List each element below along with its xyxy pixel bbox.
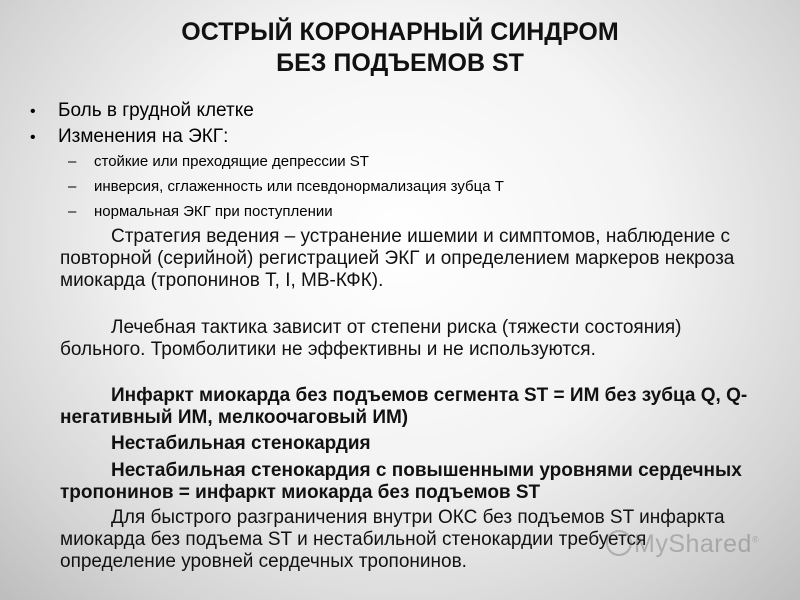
sub-bullet-text: стойкие или преходящие депрессии ST	[94, 153, 369, 170]
bullet-item	[30, 100, 254, 123]
slide-title-line-1: ОСТРЫЙ КОРОНАРНЫЙ СИНДРОМ	[181, 18, 619, 46]
sub-bullet-text: нормальная ЭКГ при поступлении	[94, 203, 333, 220]
differentiation-paragraph: Для быстрого разграничения внутри ОКС без подъемов ST инфаркта миокарда без подъема ST и нестабильной стенокардии требуется определение уровней сердечных тропонинов.	[60, 507, 725, 572]
troponin-angina-paragraph: Нестабильная стенокардия с повышенными уровнями сердечных тропонинов = инфаркт миокарда без подъемов ST	[60, 460, 742, 503]
sub-bullet-item	[68, 153, 369, 171]
sub-bullet-marker: –	[68, 153, 77, 170]
watermark	[606, 530, 759, 559]
bullet-text: Изменения на ЭКГ:	[58, 126, 229, 147]
bullet-text: Боль в грудной клетке	[58, 100, 254, 121]
bullet-marker: •	[30, 103, 36, 120]
watermark-logo-icon	[606, 530, 632, 556]
sub-bullet-item	[68, 203, 333, 221]
sub-bullet-text: инверсия, сглаженность или псевдонормализация зубца T	[94, 178, 504, 195]
strategy-paragraph: Стратегия ведения – устранение ишемии и симптомов, наблюдение с повторной (серийной) регистрацией ЭКГ и определением маркеров некроза миокарда (тропонинов Т, I, МВ-КФК).	[60, 226, 735, 291]
watermark-registered-mark: ®	[751, 534, 760, 545]
watermark-text: MyShared	[634, 530, 752, 558]
bullet-marker: •	[30, 129, 36, 146]
mi-definition-paragraph: Инфаркт миокарда без подъемов сегмента ST = ИМ без зубца Q, Q-негативный ИМ, мелкоочаговый ИМ)	[60, 385, 748, 428]
sub-bullet-marker: –	[68, 178, 77, 195]
bullet-item	[30, 126, 228, 149]
tactics-paragraph: Лечебная тактика зависит от степени риска (тяжести состояния) больного. Тромболитики не эффективны и не используются.	[60, 317, 682, 360]
sub-bullet-marker: –	[68, 203, 77, 220]
sub-bullet-item	[68, 178, 504, 196]
slide-title-line-2: БЕЗ ПОДЪЕМОВ ST	[276, 49, 524, 77]
unstable-angina-paragraph: Нестабильная стенокардия	[111, 433, 371, 454]
